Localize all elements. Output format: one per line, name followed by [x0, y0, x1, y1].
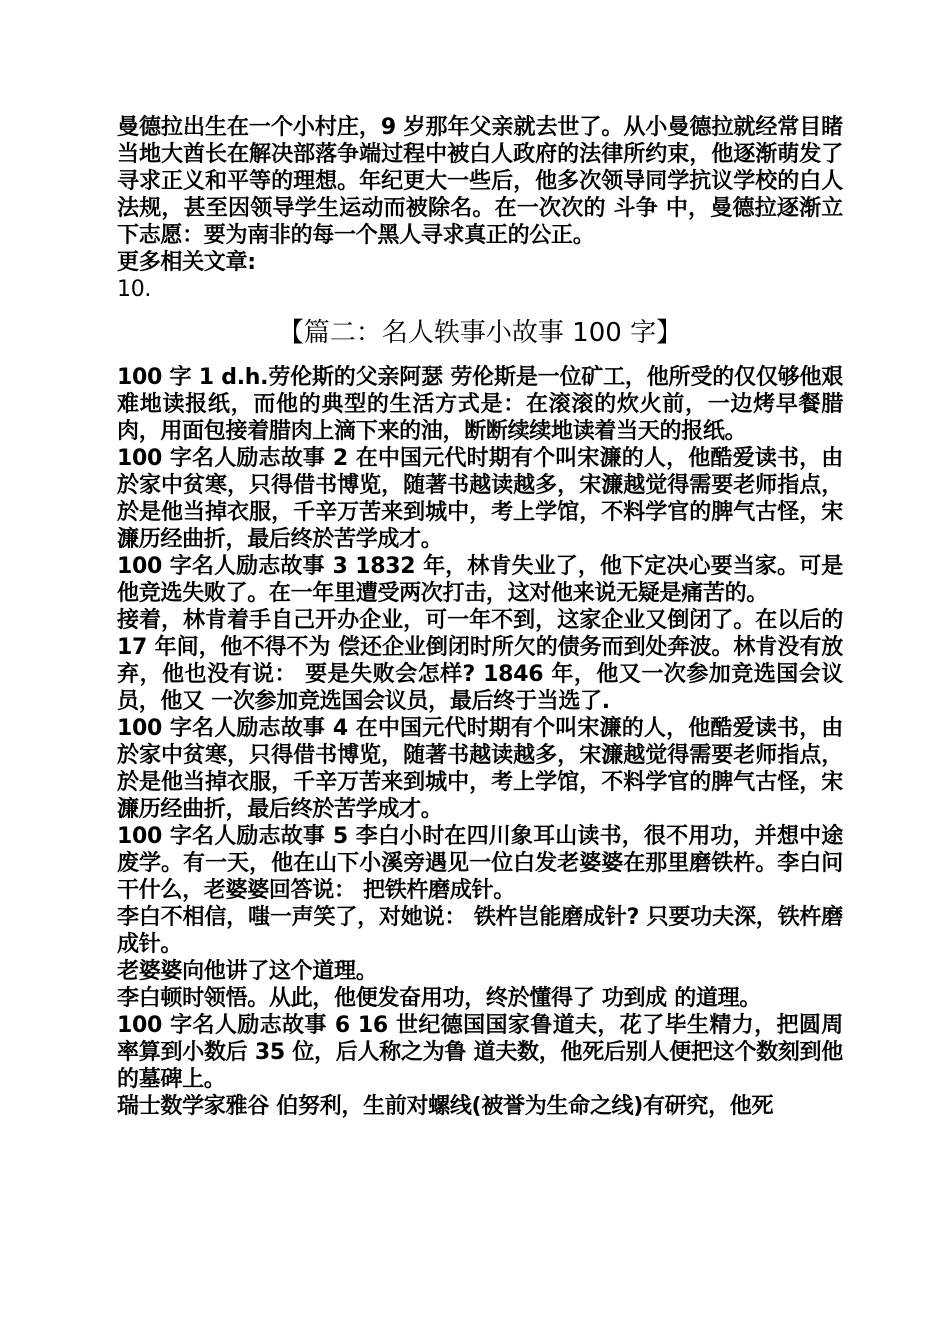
intro-paragraph: 曼德拉出生在一个小村庄，9 岁那年父亲就去世了。从小曼德拉就经常目睹当地大酋长在解决部落争端过程中被白人政府的法律所约束，他逐渐萌发了寻求正义和平等的理想。年纪更大一些后，他多次领导同学抗议学校的白人法规，甚至因领导学生运动而被除名。在一次次的 斗争 中，曼德拉逐渐立下志愿：要为南非的每一个黑人寻求真正的公正。 [117, 115, 843, 248]
story-paragraph-8: 老婆婆向他讲了这个道理。 [117, 959, 378, 984]
story-paragraph-6: 100 字名人励志故事 5 李白小时在四川象耳山读书，很不用功，并想中途废学。有一天，他在山下小溪旁遇见一位白发老婆婆在那里磨铁杵。李白问干什么，老婆婆回答说： 把铁杵磨成针。 [117, 824, 843, 903]
story-paragraph-1: 100 字 1 d.h.劳伦斯的父亲阿瑟 劳伦斯是一位矿工，他所受的仅仅够他艰难地读报纸，而他的典型的生活方式是：在滚滚的炊火前，一边烤早餐腊肉，用面包接着腊肉上滴下来的油，断断续续地读着当天的报纸。 [117, 365, 843, 444]
story-paragraph-2: 100 字名人励志故事 2 在中国元代时期有个叫宋濂的人，他酷爱读书，由於家中贫寒，只得借书博览，随著书越读越多，宋濂越觉得需要老师指点，於是他当掉衣服，千辛万苦来到城中，考上学馆，不料学官的脾气古怪，宋濂历经曲折，最后终於苦学成才。 [117, 446, 843, 552]
story-paragraph-4: 接着，林肯着手自己开办企业，可一年不到，这家企业又倒闭了。在以后的 17 年间，他不得不为 偿还企业倒闭时所欠的债务而到处奔波。林肯没有放弃，他也没有说： 要是失败会怎样? 1846 年，他又一次参加竞选国会议员，他又 一次参加竞选国会议员，最后终于当选了. [117, 608, 843, 714]
story-paragraph-11: 瑞士数学家雅谷 伯努利，生前对螺线(被誉为生命之线)有研究，他死 [117, 1094, 774, 1119]
story-paragraph-5: 100 字名人励志故事 4 在中国元代时期有个叫宋濂的人，他酷爱读书，由於家中贫寒，只得借书博览，随著书越读越多，宋濂越觉得需要老师指点，於是他当掉衣服，千辛万苦来到城中，考上学馆，不料学官的脾气古怪，宋濂历经曲折，最后终於苦学成才。 [117, 716, 843, 822]
story-paragraph-10: 100 字名人励志故事 6 16 世纪德国国家鲁道夫，花了毕生精力，把圆周率算到小数后 35 位，后人称之为鲁 道夫数，他死后别人便把这个数刻到他的墓碑上。 [117, 1013, 843, 1092]
more-articles-label: 更多相关文章: [117, 250, 256, 275]
section-heading: 【篇二：名人轶事小故事 100 字】 [277, 318, 683, 348]
story-paragraph-9: 李白顿时领悟。从此，他便发奋用功，终於懂得了 功到成 的道理。 [117, 986, 762, 1011]
story-paragraph-3: 100 字名人励志故事 3 1832 年，林肯失业了，他下定决心要当家。可是他竞选失败了。在一年里遭受两次打击，这对他来说无疑是痛苦的。 [117, 554, 843, 606]
story-paragraph-7: 李白不相信，嗤一声笑了，对她说： 铁杵岂能磨成针? 只要功夫深，铁杵磨成针。 [117, 905, 843, 957]
document-body [117, 114, 843, 1120]
list-number: 10. [117, 277, 152, 302]
